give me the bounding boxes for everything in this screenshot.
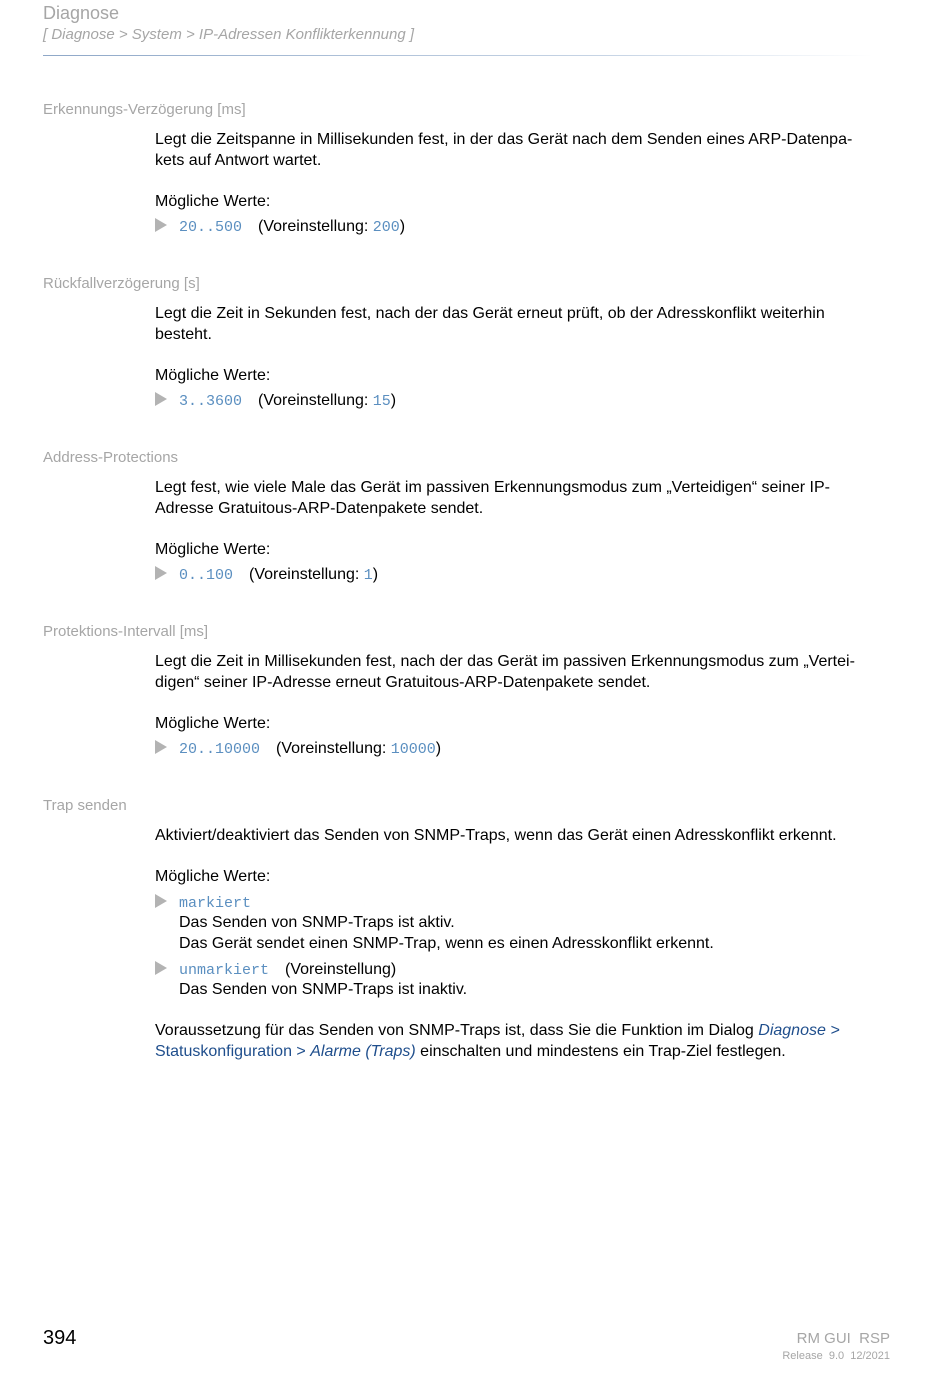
description-line: kets auf Antwort wartet. — [155, 152, 322, 169]
param-description — [155, 129, 895, 171]
description-line: Adresse Gratuitous-ARP-Datenpakete sendet. — [155, 500, 484, 517]
value-range-item — [155, 390, 396, 412]
value-range-item — [155, 564, 378, 586]
bullet-triangle-icon — [155, 218, 167, 232]
param-heading: Erkennungs-Verzögerung [ms] — [43, 101, 246, 118]
param-description — [155, 303, 895, 345]
default-suffix: ) — [372, 566, 379, 583]
dialog-link-diagnose[interactable]: Diagnose > — [758, 1022, 840, 1039]
default-suffix: ) — [390, 392, 397, 409]
dialog-link-alarms[interactable]: Statuskonfiguration > Alarme (Traps) — [155, 1043, 416, 1060]
description-line: besteht. — [155, 326, 212, 343]
trap-description: Aktiviert/deaktiviert das Senden von SNMP-Traps, wenn das Gerät einen Adresskonflikt erkennt. — [155, 827, 837, 844]
description-line: Legt fest, wie viele Male das Gerät im passiven Erkennungsmodus zum „Verteidigen“ seiner IP- — [155, 479, 830, 496]
possible-values-label: Mögliche Werte: — [155, 367, 271, 384]
value-range-item — [155, 738, 441, 760]
note-text: Voraussetzung für das Senden von SNMP-Traps ist, dass Sie die Funktion im Dialog — [155, 1022, 759, 1039]
description-line: Legt die Zeit in Sekunden fest, nach der das Gerät erneut prüft, ob der Adresskonflikt weiterhin — [155, 305, 825, 322]
default-prefix: (Voreinstellung: — [276, 740, 391, 757]
possible-values-label: Mögliche Werte: — [155, 193, 271, 210]
default-prefix: (Voreinstellung: — [258, 392, 373, 409]
option-unmarked — [155, 959, 396, 981]
possible-values-label: Mögliche Werte: — [155, 715, 271, 732]
option-value-marked: markiert — [179, 895, 252, 912]
default-value: 15 — [372, 393, 391, 410]
note-text: einschalten und mindestens ein Trap-Ziel festlegen. — [415, 1043, 786, 1060]
possible-values-label: Mögliche Werte: — [155, 541, 271, 558]
description-line: Legt die Zeitspanne in Millisekunden fest, in der das Gerät nach dem Senden eines ARP-Datenpa- — [155, 131, 853, 148]
release-info: Release 9.0 12/2021 — [782, 1350, 890, 1362]
description-line: digen“ seiner IP-Adresse erneut Gratuitous-ARP-Datenpakete sendet. — [155, 674, 651, 691]
default-suffix: ) — [399, 218, 406, 235]
breadcrumb: [ Diagnose > System > IP-Adressen Konflikterkennung ] — [43, 26, 415, 43]
bullet-triangle-icon — [155, 961, 167, 975]
doc-title: RM GUI RSP — [796, 1330, 890, 1347]
default-prefix: (Voreinstellung: — [258, 218, 373, 235]
page-number: 394 — [43, 1327, 77, 1349]
default-value: 1 — [363, 567, 373, 584]
bullet-triangle-icon — [155, 740, 167, 754]
param-description — [155, 477, 895, 519]
trap-prerequisite-note — [155, 1020, 895, 1062]
option-marked — [155, 892, 251, 914]
default-value: 200 — [372, 219, 400, 236]
option-marked-desc: Das Senden von SNMP-Traps ist aktiv. — [179, 914, 455, 931]
param-heading: Address-Protections — [43, 449, 179, 466]
param-heading: Rückfallverzögerung [s] — [43, 275, 200, 292]
page-title: Diagnose — [43, 3, 120, 23]
value-range: 0..100 — [179, 567, 234, 584]
param-heading-trap: Trap senden — [43, 797, 127, 814]
default-suffix: ) — [435, 740, 442, 757]
option-value-unmarked: unmarkiert — [179, 962, 270, 979]
value-range: 20..10000 — [179, 741, 261, 758]
param-heading: Protektions-Intervall [ms] — [43, 623, 209, 640]
option-unmarked-desc: Das Senden von SNMP-Traps ist inaktiv. — [179, 981, 468, 998]
value-range-item — [155, 216, 405, 238]
option-marked-desc: Das Gerät sendet einen SNMP-Trap, wenn es einen Adresskonflikt erkennt. — [179, 935, 714, 952]
header-divider — [43, 55, 873, 56]
value-range: 3..3600 — [179, 393, 243, 410]
option-default-label: (Voreinstellung) — [285, 961, 397, 978]
possible-values-label: Mögliche Werte: — [155, 868, 271, 885]
bullet-triangle-icon — [155, 392, 167, 406]
description-line: Legt die Zeit in Millisekunden fest, nach der das Gerät im passiven Erkennungsmodus zum „Vertei- — [155, 653, 855, 670]
bullet-triangle-icon — [155, 894, 167, 908]
default-value: 10000 — [390, 741, 436, 758]
default-prefix: (Voreinstellung: — [249, 566, 364, 583]
value-range: 20..500 — [179, 219, 243, 236]
param-description — [155, 651, 895, 693]
bullet-triangle-icon — [155, 566, 167, 580]
